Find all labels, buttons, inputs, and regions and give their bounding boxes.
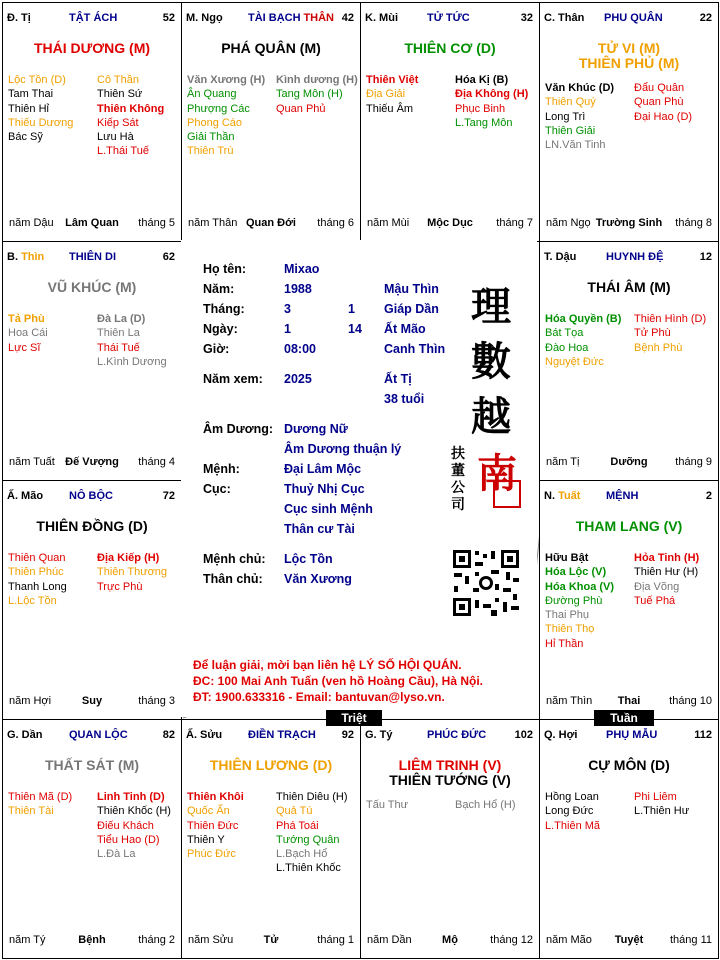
- label-ngay: Ngày:: [203, 322, 238, 336]
- minor-star: Thiên Thương: [97, 566, 168, 579]
- minor-star: L.Thiên Khốc: [276, 862, 341, 875]
- palace-branch-text: G. Tý: [365, 729, 393, 741]
- palace-footer: [7, 934, 177, 948]
- palace-cell: [360, 2, 540, 242]
- minor-star: Ân Quang: [187, 88, 237, 101]
- minor-star: L.Kình Dương: [97, 355, 167, 368]
- minor-star: Hóa Kị (B): [455, 74, 509, 86]
- label-nam-xem: Năm xem:: [203, 372, 263, 386]
- minor-star: L.Lộc Tồn: [8, 594, 57, 607]
- palace-branch-text: Q. Hợi: [544, 729, 578, 741]
- palace-name: THIÊN DI: [69, 251, 117, 263]
- value-thang-am: 1: [348, 302, 355, 316]
- minor-star: Thiên Mã (D): [8, 791, 73, 803]
- red-stamp: [493, 480, 521, 508]
- minor-star: Thiếu Âm: [366, 102, 414, 115]
- seal-small-text: 扶董公司: [451, 446, 465, 513]
- minor-star: Hữu Bật: [545, 552, 589, 564]
- minor-star: Phi Liêm: [634, 791, 677, 803]
- star-list-right: [634, 551, 699, 608]
- minor-star: Văn Khúc (D): [545, 82, 615, 94]
- palace-header: [186, 729, 356, 743]
- value-nam-xem: 2025: [284, 372, 312, 386]
- palace-header: [544, 490, 714, 504]
- minor-star: Quan Phủ: [276, 102, 326, 115]
- star-list-right: [634, 312, 706, 355]
- value-ngay-am: 14: [348, 322, 362, 336]
- minor-star: Tử Phù: [634, 327, 671, 340]
- star-list-left: [545, 312, 621, 369]
- palace-footer: [544, 217, 714, 231]
- palace-stage: Bệnh: [78, 934, 106, 946]
- palace-stage: Tuyệt: [614, 934, 644, 946]
- value-nam-xem-can: Ất Tị: [384, 372, 412, 386]
- star-list-right: [634, 81, 692, 124]
- palace-number: 112: [694, 729, 712, 741]
- palace-number: 72: [162, 490, 175, 502]
- triet-badge: Triệt: [326, 710, 382, 726]
- palace-header: [7, 729, 177, 743]
- qr-code-icon: [451, 548, 521, 618]
- palace-number: 22: [699, 12, 712, 24]
- palace-month: tháng 8: [675, 217, 712, 229]
- minor-star: Hồng Loan: [545, 791, 599, 803]
- minor-star: Quan Phù: [634, 96, 684, 109]
- palace-footer: [365, 934, 535, 948]
- palace-year: năm Ngọ: [546, 217, 591, 229]
- palace-stage: Tử: [263, 934, 279, 946]
- palace-cell: [2, 719, 182, 959]
- palace-cell: [181, 2, 361, 242]
- palace-branch: [7, 12, 31, 24]
- palace-branch: [365, 729, 393, 741]
- star-list-left: [545, 551, 614, 651]
- palace-footer: [7, 456, 177, 470]
- minor-star: Thiên Tài: [8, 805, 54, 818]
- minor-star: Long Đức: [545, 805, 594, 818]
- minor-star: Phá Toái: [276, 819, 319, 832]
- main-star: LIÊM TRINH (V): [398, 757, 502, 773]
- minor-star: Thiên Khôi: [187, 791, 244, 803]
- main-star: THIÊN TƯỚNG (V): [389, 772, 511, 788]
- minor-star: Thiên Trù: [187, 145, 234, 158]
- minor-star: Đường Phù: [545, 594, 603, 607]
- label-menh-chu: Mệnh chủ:: [203, 552, 266, 566]
- minor-star: Lực Sĩ: [8, 341, 41, 354]
- label-cuc: Cục:: [203, 482, 231, 496]
- palace-branch-text: Đ. Tị: [7, 12, 31, 24]
- value-ngay: 1: [284, 322, 291, 336]
- minor-star: L.Thiên Hư: [634, 805, 690, 818]
- palace-branch: [365, 12, 398, 24]
- main-star: TỬ VI (M): [597, 40, 661, 56]
- main-star: THÁI DƯƠNG (M): [33, 40, 151, 56]
- minor-star: Phượng Các: [187, 102, 250, 115]
- minor-star: Thiếu Dương: [8, 116, 74, 129]
- palace-name: QUAN LỘC: [69, 729, 128, 741]
- palace-header: [544, 729, 714, 743]
- palace-month: tháng 10: [669, 695, 712, 707]
- palace-cell: [539, 2, 719, 242]
- value-cuc-2: Cục sinh Mệnh: [284, 502, 373, 516]
- star-list-right: [276, 790, 348, 876]
- star-list-right: [455, 798, 516, 812]
- palace-month: tháng 5: [138, 217, 175, 229]
- minor-star: Thiên Hỉ: [8, 102, 49, 115]
- minor-star: Địa Giải: [366, 88, 406, 101]
- minor-star: Đào Hoa: [545, 341, 589, 354]
- minor-star: Thiên Diêu (H): [276, 791, 348, 803]
- star-list-left: [187, 790, 244, 861]
- minor-star: Điếu Khách: [97, 819, 154, 832]
- palace-number: 102: [514, 729, 533, 741]
- palace-stage: Mộ: [442, 934, 458, 946]
- palace-number: 42: [341, 12, 354, 24]
- star-list-left: [8, 790, 72, 819]
- palace-branch: [7, 729, 42, 741]
- palace-branch-text: Ấ. Sửu: [186, 729, 223, 741]
- palace-month: tháng 1: [317, 934, 354, 946]
- palace-footer: [544, 934, 714, 948]
- palace-year: năm Mùi: [367, 217, 410, 229]
- main-star: THIÊN LƯƠNG (D): [209, 757, 333, 773]
- value-ho-ten: Mixao: [284, 262, 320, 276]
- star-list-right: [276, 73, 358, 116]
- seal-char-3: 越: [471, 393, 511, 440]
- palace-month: tháng 7: [496, 217, 533, 229]
- minor-star: Hoa Cái: [8, 327, 48, 340]
- minor-star: Thiên Không: [97, 102, 165, 115]
- palace-stage: Thai: [617, 695, 641, 707]
- palace-year: năm Dậu: [9, 217, 54, 229]
- palace-name: TẬT ÁCH: [69, 12, 118, 24]
- palace-footer: [186, 934, 356, 948]
- palace-year: năm Mão: [546, 934, 592, 946]
- value-cuc-3: Thân cư Tài: [284, 522, 355, 536]
- palace-cell: [2, 480, 182, 720]
- minor-star: Bát Tọa: [545, 327, 584, 340]
- minor-star: Địa Không (H): [455, 88, 529, 101]
- minor-star: Đẩu Quân: [634, 82, 685, 94]
- minor-star: Hóa Lộc (V): [545, 566, 607, 579]
- palace-branch: [186, 729, 222, 741]
- palace-footer: [7, 217, 177, 231]
- palace-stage: Suy: [81, 695, 103, 707]
- value-cuc: Thuỷ Nhị Cục: [284, 482, 365, 496]
- contact-address: ĐC: 100 Mai Anh Tuấn (ven hồ Hoàng Cầu), Hà Nội.: [193, 674, 484, 688]
- minor-star: Thai Phụ: [545, 609, 590, 622]
- minor-star: Hóa Quyền (B): [545, 313, 622, 325]
- main-star: CỰ MÔN (D): [588, 757, 670, 773]
- palace-footer: [544, 695, 714, 709]
- palace-cell: [539, 480, 719, 720]
- minor-star: Thiên Sứ: [97, 88, 143, 101]
- palace-branch: [544, 251, 576, 263]
- minor-star: Hóa Khoa (V): [545, 580, 615, 593]
- minor-star: Cô Thần: [97, 74, 139, 86]
- minor-star: Tấu Thư: [366, 799, 409, 811]
- value-gio: 08:00: [284, 342, 316, 356]
- palace-month: tháng 11: [669, 934, 712, 946]
- label-than-chu: Thân chủ:: [203, 572, 263, 586]
- palace-stage: Dưỡng: [610, 456, 648, 468]
- minor-star: Tướng Quân: [276, 833, 340, 846]
- value-nam-can: Mậu Thìn: [384, 282, 439, 296]
- minor-star: Long Trì: [545, 110, 586, 123]
- star-list-left: [8, 312, 48, 355]
- minor-star: Thanh Long: [8, 580, 67, 593]
- palace-name: NÔ BỘC: [69, 490, 113, 502]
- label-gio: Giờ:: [203, 342, 230, 356]
- minor-star: Tuế Phá: [634, 594, 676, 607]
- minor-star: Thiên Y: [187, 833, 225, 846]
- palace-footer: [186, 217, 356, 231]
- center-info: [181, 240, 537, 717]
- minor-star: Bác Sỹ: [8, 131, 43, 144]
- tuan-badge: Tuần: [594, 710, 654, 726]
- minor-star: Phúc Đức: [187, 848, 236, 861]
- minor-star: Thiên Quan: [8, 552, 66, 564]
- palace-branch: [544, 490, 580, 502]
- minor-star: Tả Phù: [8, 313, 45, 325]
- star-list-left: [187, 73, 265, 159]
- palace-branch-text: T. Dậu: [544, 251, 577, 263]
- palace-year: năm Thân: [188, 217, 238, 229]
- label-nam: Năm:: [203, 282, 235, 296]
- main-star: THIÊN PHỦ (M): [578, 55, 680, 71]
- star-list-left: [545, 790, 600, 833]
- star-list-right: [455, 73, 528, 130]
- palace-branch-text: K. Mùi: [365, 12, 398, 24]
- palace-year: năm Thìn: [546, 695, 593, 707]
- palace-number: 32: [520, 12, 533, 24]
- star-list-left: [366, 73, 418, 116]
- minor-star: Địa Kiếp (H): [97, 552, 160, 564]
- seal-char-4: 南: [477, 450, 517, 497]
- palace-number: 62: [162, 251, 175, 263]
- minor-star: Thiên Hư (H): [634, 566, 699, 579]
- palace-month: tháng 6: [317, 217, 354, 229]
- palace-number: 2: [705, 490, 712, 502]
- palace-branch-highlight: Tuất: [558, 490, 581, 502]
- minor-star: Linh Tinh (D): [97, 791, 165, 803]
- palace-year: năm Dần: [367, 934, 412, 946]
- minor-star: Thiên Quý: [545, 96, 596, 109]
- palace-branch-text: M. Ngọ: [186, 12, 223, 24]
- palace-cell: [181, 719, 361, 959]
- palace-cell: [2, 241, 182, 481]
- minor-star: Thiên Việt: [366, 74, 419, 86]
- palace-branch: [544, 12, 584, 24]
- palace-branch-text: Ấ. Mão: [7, 490, 44, 502]
- minor-star: Thiên Khốc (H): [97, 805, 171, 818]
- palace-year: năm Tuất: [9, 456, 55, 468]
- palace-name: ĐIỀN TRẠCH: [248, 729, 316, 741]
- palace-header: [365, 12, 535, 26]
- value-menh: Đại Lâm Mộc: [284, 462, 362, 476]
- palace-name: TÀI BẠCH: [248, 12, 301, 24]
- value-thang: 3: [284, 302, 291, 316]
- star-list-right: [97, 551, 167, 594]
- value-thang-can: Giáp Dần: [384, 302, 439, 316]
- star-list-right: [97, 73, 164, 159]
- palace-month: tháng 12: [490, 934, 533, 946]
- contact-message: Để luận giải, mời bạn liên hệ LÝ SỐ HỘI QUÁN.: [193, 658, 462, 672]
- star-list-right: [97, 312, 167, 369]
- palace-stage: Đế Vượng: [65, 456, 119, 468]
- minor-star: Giải Thần: [187, 131, 235, 144]
- palace-branch-highlight: Thìn: [21, 251, 45, 263]
- palace-cell: [2, 2, 182, 242]
- palace-name: PHỤ MẪU: [606, 729, 658, 741]
- minor-star: Thiên Đức: [187, 819, 239, 832]
- value-ngay-can: Ất Mão: [384, 322, 426, 336]
- main-star: THAM LANG (V): [575, 518, 683, 534]
- palace-stage: Mộc Dục: [427, 217, 473, 229]
- palace-month: tháng 2: [138, 934, 175, 946]
- palace-name: PHÚC ĐỨC: [427, 729, 487, 741]
- minor-star: L.Bạch Hổ: [276, 848, 328, 861]
- palace-month: tháng 9: [675, 456, 712, 468]
- minor-star: Đà La (D): [97, 313, 146, 325]
- minor-star: Phong Cáo: [187, 116, 243, 129]
- minor-star: Phục Binh: [455, 102, 506, 115]
- main-star: THIÊN CƠ (D): [404, 40, 496, 56]
- palace-stage: Quan Đới: [246, 217, 296, 229]
- main-star: THÁI ÂM (M): [587, 279, 671, 295]
- minor-star: Hỏa Tinh (H): [634, 552, 700, 564]
- palace-name: HUYNH ĐỆ: [606, 251, 664, 263]
- palace-footer: [544, 456, 714, 470]
- palace-cell: [539, 241, 719, 481]
- label-ho-ten: Họ tên:: [203, 262, 247, 276]
- minor-star: Tam Thai: [8, 88, 54, 101]
- palace-branch-text: N.: [544, 490, 559, 502]
- minor-star: Địa Võng: [634, 580, 680, 593]
- minor-star: Lộc Tồn (D): [8, 74, 66, 86]
- palace-header: [7, 490, 177, 504]
- palace-month: tháng 3: [138, 695, 175, 707]
- star-list-left: [545, 81, 614, 152]
- palace-cell: [360, 719, 540, 959]
- minor-star: Trực Phù: [97, 580, 143, 593]
- minor-star: Lưu Hà: [97, 131, 134, 144]
- palace-branch: [186, 12, 223, 24]
- palace-stage: Trường Sinh: [595, 217, 663, 229]
- minor-star: Bạch Hổ (H): [455, 799, 516, 811]
- palace-name: PHU QUÂN: [604, 12, 663, 24]
- palace-year: năm Hợi: [9, 695, 52, 707]
- minor-star: Hỉ Thần: [545, 637, 584, 650]
- minor-star: Thiên Giải: [545, 124, 596, 137]
- value-tuoi: 38 tuổi: [384, 392, 425, 406]
- minor-star: Tang Môn (H): [276, 88, 343, 101]
- minor-star: L.Thái Tuế: [97, 145, 149, 158]
- palace-number: 12: [699, 251, 712, 263]
- palace-stage: Lâm Quan: [65, 217, 119, 229]
- palace-cell: [539, 719, 719, 959]
- palace-year: năm Sửu: [188, 934, 234, 946]
- minor-star: Kiếp Sát: [97, 116, 139, 129]
- minor-star: Kình dương (H): [276, 74, 358, 86]
- minor-star: L.Thiên Mã: [545, 819, 601, 832]
- minor-star: L.Đà La: [97, 848, 136, 861]
- palace-header: [544, 251, 714, 265]
- contact-phone-email[interactable]: ĐT: 1900.633316 - Email: bantuvan@lyso.vn.: [193, 690, 445, 704]
- value-menh-chu: Lộc Tồn: [284, 552, 333, 566]
- palace-year: năm Tý: [9, 934, 46, 946]
- star-list-right: [97, 790, 171, 861]
- value-am-duong: Dương Nữ: [284, 422, 348, 436]
- palace-branch: [7, 490, 43, 502]
- value-gio-can: Canh Thìn: [384, 342, 446, 356]
- main-star: THẤT SÁT (M): [44, 757, 140, 773]
- label-menh: Mệnh:: [203, 462, 240, 476]
- than-marker: THÂN: [303, 12, 334, 24]
- palace-number: 82: [162, 729, 175, 741]
- star-list-left: [366, 798, 408, 812]
- palace-header: [7, 12, 177, 26]
- seal-char-2: 數: [471, 338, 511, 385]
- minor-star: Quả Tú: [276, 805, 313, 818]
- minor-star: Nguyệt Đức: [545, 355, 604, 368]
- minor-star: Quốc Ấn: [187, 805, 230, 818]
- value-am-duong-2: Âm Dương thuận lý: [284, 442, 402, 456]
- palace-footer: [7, 695, 177, 709]
- palace-header: [365, 729, 535, 743]
- star-list-right: [634, 790, 689, 819]
- main-star: THIÊN ĐỒNG (D): [36, 518, 148, 534]
- minor-star: Tiểu Hao (D): [97, 833, 160, 846]
- value-nam: 1988: [284, 282, 312, 296]
- minor-star: Đại Hao (D): [634, 110, 693, 123]
- label-thang: Tháng:: [203, 302, 245, 316]
- value-than-chu: Văn Xương: [284, 572, 352, 586]
- minor-star: LN.Văn Tinh: [545, 139, 606, 152]
- minor-star: Thiên Hình (D): [634, 313, 707, 325]
- palace-name: TỬ TỨC: [427, 12, 470, 24]
- palace-branch: [7, 251, 44, 263]
- minor-star: Thiên Thọ: [545, 623, 595, 636]
- palace-name: MỆNH: [606, 490, 639, 502]
- palace-month: tháng 4: [138, 456, 175, 468]
- palace-number: 52: [162, 12, 175, 24]
- palace-branch-text: C. Thân: [544, 12, 585, 24]
- label-am-duong: Âm Dương:: [203, 422, 274, 436]
- palace-header: [7, 251, 177, 265]
- minor-star: L.Tang Môn: [455, 116, 513, 129]
- palace-branch-text: B.: [7, 251, 22, 263]
- palace-branch: [544, 729, 578, 741]
- palace-footer: [365, 217, 535, 231]
- star-list-left: [8, 551, 67, 608]
- minor-star: Văn Xương (H): [187, 74, 266, 86]
- minor-star: Thái Tuế: [97, 341, 140, 354]
- seal-char-1: 理: [471, 283, 511, 330]
- palace-branch-text: G. Dần: [7, 729, 43, 741]
- minor-star: Thiên La: [97, 327, 140, 340]
- minor-star: Thiên Phúc: [8, 566, 64, 579]
- palace-number: 92: [341, 729, 354, 741]
- palace-header: [186, 12, 356, 26]
- main-star: PHÁ QUÂN (M): [221, 40, 321, 56]
- palace-header: [544, 12, 714, 26]
- main-star: VŨ KHÚC (M): [47, 279, 137, 295]
- star-list-left: [8, 73, 73, 144]
- palace-year: năm Tị: [546, 456, 580, 468]
- minor-star: Bệnh Phù: [634, 341, 683, 354]
